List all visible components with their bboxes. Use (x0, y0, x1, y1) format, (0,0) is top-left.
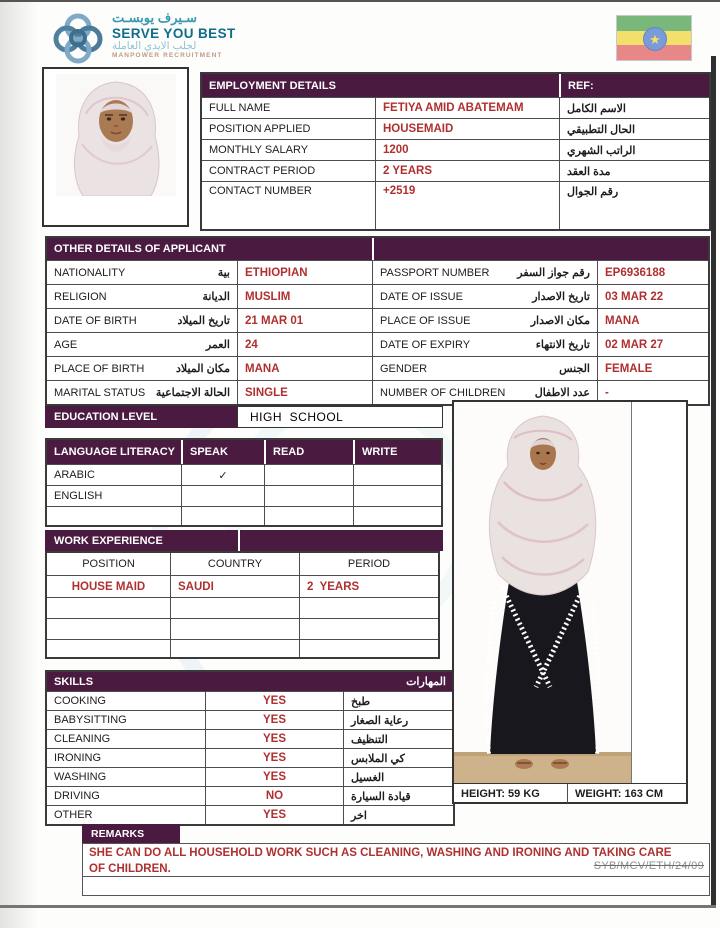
country-cell (170, 598, 299, 618)
period-cell (299, 598, 438, 618)
position-cell (47, 640, 170, 657)
height-value: HEIGHT: 59 KG (461, 787, 540, 800)
position-cell (47, 619, 170, 639)
agency-arabic-name: سـيرف يوبسـت (112, 10, 198, 25)
skills-title-cell (47, 672, 453, 691)
skills-header-row (47, 672, 453, 691)
skill-arabic: رعاية الصغار (343, 711, 453, 729)
skill-arabic: التنظيف (343, 730, 453, 748)
field-value: 2 YEARS (375, 161, 559, 181)
agency-arabic-tagline: لجلب الايدي العاملة (112, 39, 197, 52)
field-value: MANA (237, 357, 372, 380)
field-arabic-label: مدة العقد (559, 161, 709, 181)
weight-value: WEIGHT: 163 CM (567, 784, 686, 803)
skills-title: SKILLS (54, 675, 94, 688)
field-label: NATIONALITY بية (54, 266, 230, 279)
field-label: PLACE OF ISSUE مكان الاصدار (372, 309, 597, 332)
employment-header-row (202, 74, 709, 97)
column-header: SPEAK (181, 440, 264, 464)
remarks-text: SHE CAN DO ALL HOUSEHOLD WORK SUCH AS CLEANING, WASHING AND IRONING AND TAKING CARE OF CHILDREN. (89, 847, 672, 875)
height-weight-row (454, 783, 686, 803)
country-cell (170, 619, 299, 639)
field-value: FEMALE (597, 357, 708, 380)
table-row (47, 748, 453, 767)
table-row (47, 485, 441, 506)
field-value: SINGLE (237, 381, 372, 404)
applicant-fullbody-photo-panel (452, 400, 688, 804)
field-value: HOUSEMAID (375, 119, 559, 139)
table-row (47, 597, 438, 618)
column-header: LANGUAGE LITERACY (54, 446, 175, 458)
field-value: 03 MAR 22 (597, 285, 708, 308)
column-header: WRITE (353, 440, 441, 464)
read-cell (264, 507, 353, 525)
field-label: PLACE OF BIRTH مكان الميلاد (54, 362, 230, 375)
field-label: CONTRACT PERIOD (209, 165, 316, 177)
applicant-portrait-photo (42, 67, 189, 227)
field-value: MUSLIM (237, 285, 372, 308)
scan-left-shadow (0, 0, 38, 928)
table-row (47, 786, 453, 805)
table-row (202, 118, 709, 139)
agency-logo-text (112, 11, 236, 60)
language-name: ARABIC (54, 469, 95, 481)
table-row (47, 639, 438, 657)
field-value: MANA (597, 309, 708, 332)
skill-value: YES (205, 730, 343, 748)
document-reference-code: SYB/MCV/ETH/24/09 (593, 860, 704, 872)
work-header-row (47, 553, 438, 575)
period-cell (299, 640, 438, 657)
field-label: CONTACT NUMBER (209, 185, 312, 197)
flag-star-emblem: ★ (643, 27, 667, 51)
field-label: MARITAL STATUS الحالة الاجتماعية (54, 386, 230, 399)
table-row (47, 260, 708, 284)
other-details-header-row (47, 238, 708, 260)
table-row (47, 710, 453, 729)
field-arabic-label: الحال التطبيقي (559, 119, 709, 139)
field-value: 1200 (375, 140, 559, 160)
speak-cell (181, 507, 264, 525)
skill-label: WASHING (54, 771, 107, 783)
skills-title-arabic: المهارات (406, 676, 446, 688)
country-cell: SAUDI (170, 576, 299, 597)
table-row (47, 464, 441, 485)
field-label: MONTHLY SALARY (209, 144, 309, 156)
field-value: FETIYA AMID ABATEMAM (375, 98, 559, 118)
position-cell (47, 598, 170, 618)
education-level-label: EDUCATION LEVEL (45, 406, 237, 428)
agency-logo (52, 11, 236, 70)
field-label: RELIGION الديانة (54, 290, 230, 303)
speak-checkmark: ✓ (181, 465, 264, 485)
work-experience-title: WORK EXPERIENCE (45, 530, 240, 551)
skill-label: BABYSITTING (54, 714, 127, 726)
write-cell (353, 507, 441, 525)
language-header-row (47, 440, 441, 464)
field-label: NUMBER OF CHILDREN عدد الاطفال (372, 381, 597, 404)
work-experience-table (45, 551, 440, 659)
column-header: PERIOD (299, 553, 438, 575)
skill-arabic: كي الملابس (343, 749, 453, 767)
column-header: COUNTRY (170, 553, 299, 575)
field-arabic-label: الاسم الكامل (559, 98, 709, 118)
skill-label: IRONING (54, 752, 102, 764)
field-label: DATE OF BIRTH تاريخ الميلاد (54, 314, 230, 327)
remarks-title: REMARKS (82, 824, 180, 843)
education-level-value: HIGH SCHOOL (237, 406, 443, 428)
write-cell (353, 465, 441, 485)
skill-value: YES (205, 749, 343, 767)
skill-value: YES (205, 768, 343, 786)
column-header: POSITION (82, 558, 135, 570)
skill-label: COOKING (54, 695, 106, 707)
table-row (47, 308, 708, 332)
language-name (47, 507, 181, 525)
table-row (47, 575, 438, 597)
skill-value: NO (205, 787, 343, 805)
other-details-table (45, 236, 710, 406)
field-label: PASSPORT NUMBER رقم جواز السفر (372, 261, 597, 284)
scan-right-edge (711, 56, 716, 907)
table-row (47, 332, 708, 356)
table-row (202, 181, 709, 229)
field-label: GENDER الجنس (372, 357, 597, 380)
language-name: ENGLISH (54, 490, 103, 502)
language-literacy-table (45, 438, 443, 527)
agency-tagline: MANPOWER RECRUITMENT (112, 52, 223, 60)
skill-value: YES (205, 711, 343, 729)
field-value: ETHIOPIAN (237, 261, 372, 284)
skill-arabic: قيادة السيارة (343, 787, 453, 805)
remarks-empty-row (82, 877, 710, 896)
skills-table (45, 670, 455, 826)
table-row (47, 618, 438, 639)
employment-details-table (200, 72, 711, 231)
table-row (47, 691, 453, 710)
table-row (47, 356, 708, 380)
field-value: +2519 (375, 182, 559, 229)
skill-value: YES (205, 692, 343, 710)
field-value: 21 MAR 01 (237, 309, 372, 332)
skill-label: OTHER (54, 809, 93, 821)
employment-title: EMPLOYMENT DETAILS (209, 79, 336, 92)
applicant-fullbody-photo (454, 402, 632, 783)
period-cell (299, 619, 438, 639)
skill-arabic: الغسيل (343, 768, 453, 786)
field-value: 02 MAR 27 (597, 333, 708, 356)
field-label: POSITION APPLIED (209, 123, 311, 135)
scan-top-edge (0, 0, 720, 2)
field-value: - (597, 381, 708, 404)
field-label: DATE OF EXPIRY تاريخ الانتهاء (372, 333, 597, 356)
other-details-title: OTHER DETAILS OF APPLICANT (54, 243, 226, 255)
field-value: 24 (237, 333, 372, 356)
field-arabic-label: الراتب الشهري (559, 140, 709, 160)
field-label: DATE OF ISSUE تاريخ الاصدار (372, 285, 597, 308)
skill-arabic: اخر (343, 806, 453, 824)
column-header: READ (264, 440, 353, 464)
field-value: EP6936188 (597, 261, 708, 284)
table-row (202, 139, 709, 160)
country-cell (170, 640, 299, 657)
ref-label: REF: (559, 74, 709, 97)
read-cell (264, 465, 353, 485)
period-cell: 2 YEARS (299, 576, 438, 597)
skill-value: YES (205, 806, 343, 824)
read-cell (264, 486, 353, 506)
table-row (202, 97, 709, 118)
skill-label: DRIVING (54, 790, 100, 802)
table-row (47, 284, 708, 308)
agency-name: SERVE YOU BEST (112, 25, 236, 41)
table-row (47, 506, 441, 525)
speak-cell (181, 486, 264, 506)
scan-bottom-edge (0, 905, 716, 908)
write-cell (353, 486, 441, 506)
other-details-header-blank (372, 238, 708, 260)
skill-label: CLEANING (54, 733, 111, 745)
table-row (202, 160, 709, 181)
knot-rings-logo-icon (52, 11, 104, 70)
skill-arabic: طبخ (343, 692, 453, 710)
work-experience-header (45, 530, 443, 551)
table-row (47, 805, 453, 824)
field-label: AGE العمر (54, 338, 230, 351)
field-arabic-label: رقم الجوال (559, 182, 709, 229)
field-label: FULL NAME (209, 102, 271, 114)
table-row (47, 767, 453, 786)
ethiopia-flag-icon (616, 15, 692, 61)
position-cell: HOUSE MAID (71, 580, 146, 593)
table-row (47, 729, 453, 748)
